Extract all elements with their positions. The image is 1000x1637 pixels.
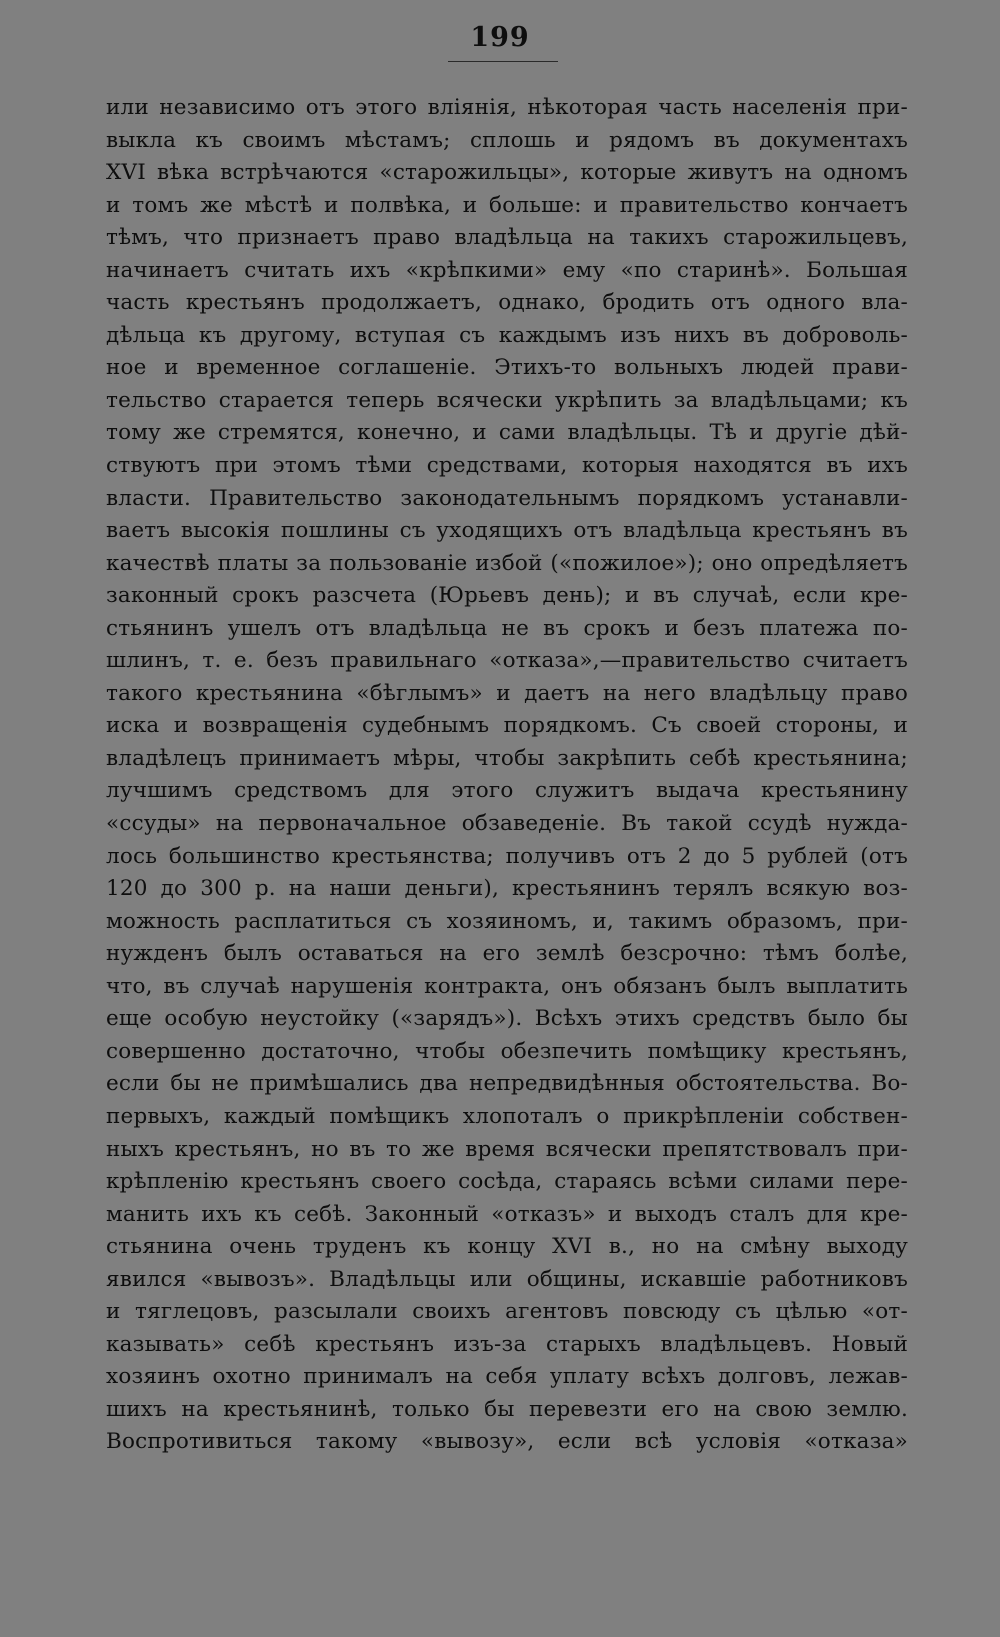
page-number: 199 bbox=[470, 22, 530, 53]
text-line: шихъ на крестьянинѣ, только бы перевезти его на свою землю. bbox=[106, 1396, 908, 1422]
text-line: тельство старается теперь всячески укрѣпить за владѣльцами; къ bbox=[106, 387, 908, 413]
text-line: стьянинъ ушелъ отъ владѣльца не въ срокъ и безъ платежа по- bbox=[106, 615, 908, 641]
text-line: тому же стремятся, конечно, и сами владѣльцы. Тѣ и другіе дѣй- bbox=[106, 420, 908, 446]
text-line: или независимо отъ этого вліянія, нѣкоторая часть населенія при- bbox=[106, 95, 908, 120]
text-line: 120 до 300 р. на наши деньги), крестьянинъ терялъ всякую воз- bbox=[106, 876, 908, 902]
text-line: ваетъ высокія пошлины съ уходящихъ отъ владѣльца крестьянъ въ bbox=[106, 518, 908, 544]
text-line: нужденъ былъ оставаться на его землѣ безсрочно: тѣмъ болѣе, bbox=[106, 941, 908, 967]
text-line: XVI вѣка встрѣчаются «старожильцы», которые живутъ на одномъ bbox=[106, 160, 908, 186]
text-line: иска и возвращенія судебнымъ порядкомъ. Съ своей стороны, и bbox=[106, 713, 908, 739]
text-line: крѣпленію крестьянъ своего сосѣда, стараясь всѣми силами пере- bbox=[106, 1169, 908, 1195]
text-line: и тяглецовъ, разсылали своихъ агентовъ повсюду съ цѣлью «от- bbox=[106, 1299, 908, 1325]
text-line: казывать» себѣ крестьянъ изъ-за старыхъ владѣльцевъ. Новый bbox=[106, 1331, 908, 1357]
text-line: манить ихъ къ себѣ. Законный «отказъ» и выходъ сталъ для кре- bbox=[106, 1201, 908, 1227]
text-line: такого крестьянина «бѣглымъ» и даетъ на него владѣльцу право bbox=[106, 680, 908, 706]
text-line: и томъ же мѣстѣ и полвѣка, и больше: и правительство кончаетъ bbox=[106, 192, 908, 218]
text-line: владѣлецъ принимаетъ мѣры, чтобы закрѣпить себѣ крестьянина; bbox=[106, 745, 908, 771]
text-line: часть крестьянъ продолжаетъ, однако, бродить отъ одного вла- bbox=[106, 290, 908, 316]
text-line: тѣмъ, что признаетъ право владѣльца на такихъ старожильцевъ, bbox=[106, 225, 908, 251]
text-line: «ссуды» на первоначальное обзаведеніе. Въ такой ссудѣ нужда- bbox=[106, 811, 908, 837]
text-line: ныхъ крестьянъ, но въ то же время всячески препятствовалъ при- bbox=[106, 1136, 908, 1162]
text-line: совершенно достаточно, чтобы обезпечить помѣщику крестьянъ, bbox=[106, 1038, 908, 1064]
text-line: явился «вывозъ». Владѣльцы или общины, искавшіе работниковъ bbox=[106, 1266, 908, 1292]
text-line: хозяинъ охотно принималъ на себя уплату всѣхъ долговъ, лежав- bbox=[106, 1364, 908, 1390]
text-line: качествѣ платы за пользованіе избой («пожилое»); оно опредѣляетъ bbox=[106, 550, 908, 576]
text-line: Воспротивиться такому «вывозу», если всѣ условія «отказа» bbox=[106, 1429, 908, 1455]
text-line: лучшимъ средствомъ для этого служитъ выдача крестьянину bbox=[106, 778, 908, 804]
body-text bbox=[106, 92, 908, 1459]
text-line: дѣльца къ другому, вступая съ каждымъ изъ нихъ въ доброволь- bbox=[106, 322, 908, 348]
text-line: можность расплатиться съ хозяиномъ, и, такимъ образомъ, при- bbox=[106, 908, 908, 934]
text-line: что, въ случаѣ нарушенія контракта, онъ обязанъ былъ выплатить bbox=[106, 973, 908, 999]
text-line: если бы не примѣшались два непредвидѣнныя обстоятельства. Во- bbox=[106, 1071, 908, 1097]
text-line: выкла къ своимъ мѣстамъ; сплошь и рядомъ въ документахъ bbox=[106, 127, 908, 153]
text-line: лось большинство крестьянства; получивъ отъ 2 до 5 рублей (отъ bbox=[106, 843, 908, 869]
text-line: ствуютъ при этомъ тѣми средствами, которыя находятся въ ихъ bbox=[106, 453, 908, 479]
text-line: еще особую неустойку («зарядъ»). Всѣхъ этихъ средствъ было бы bbox=[106, 1006, 908, 1032]
text-line: начинаетъ считать ихъ «крѣпкими» ему «по старинѣ». Большая bbox=[106, 257, 908, 283]
text-line: стьянина очень труденъ къ концу XVI в., но на смѣну выходу bbox=[106, 1234, 908, 1260]
text-line: шлинъ, т. е. безъ правильнаго «отказа»,—правительство считаетъ bbox=[106, 648, 908, 674]
text-line: ное и временное соглашеніе. Этихъ-то вольныхъ людей прави- bbox=[106, 355, 908, 381]
text-line: первыхъ, каждый помѣщикъ хлопоталъ о прикрѣпленіи собствен- bbox=[106, 1103, 908, 1129]
text-line: власти. Правительство законодательнымъ порядкомъ устанавли- bbox=[106, 485, 908, 511]
header-rule bbox=[448, 61, 558, 62]
text-line: законный срокъ разсчета (Юрьевъ день); и въ случаѣ, если кре- bbox=[106, 583, 908, 609]
